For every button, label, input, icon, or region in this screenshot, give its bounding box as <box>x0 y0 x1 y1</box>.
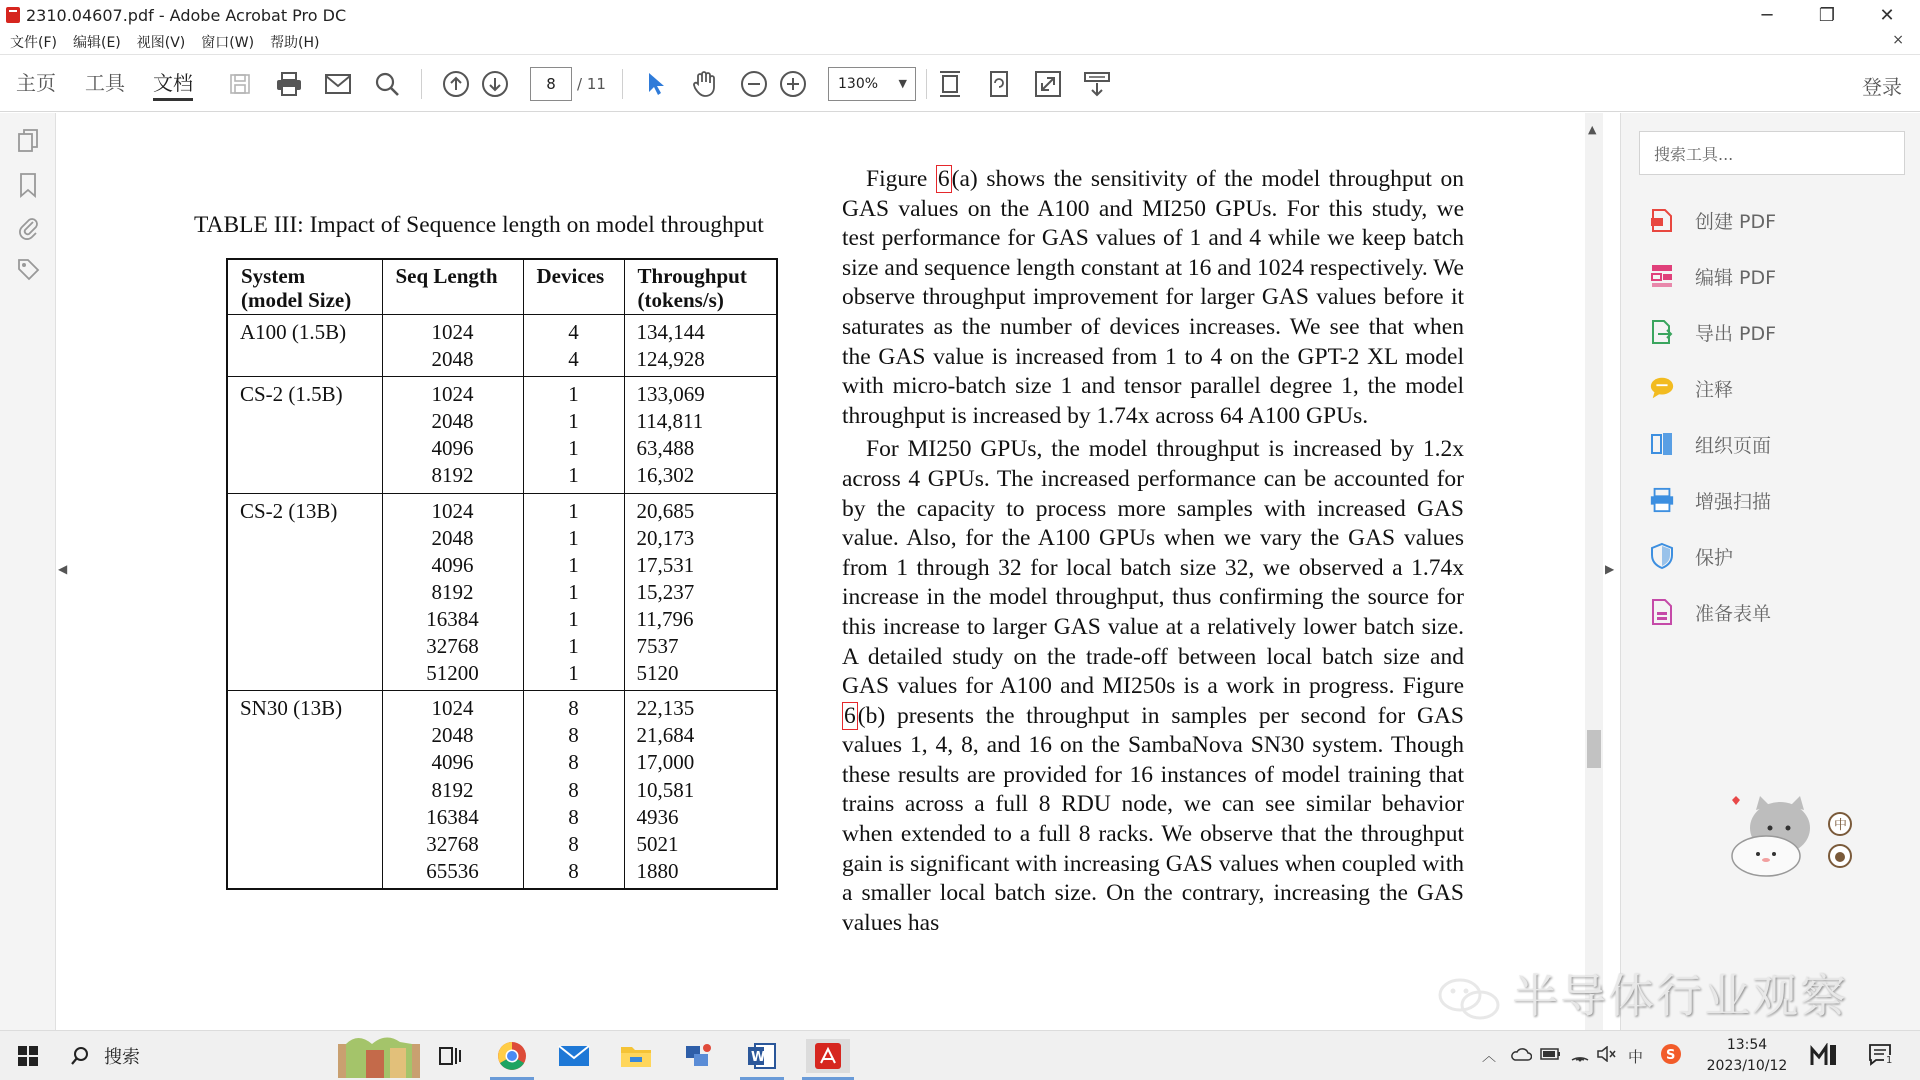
menu-view[interactable]: 视图(V) <box>136 35 186 51</box>
results-table <box>226 258 778 890</box>
zoom-value: 130% <box>838 76 879 92</box>
attachment-icon[interactable] <box>14 213 42 241</box>
organize-pages-icon <box>1649 430 1675 458</box>
svg-text:S: S <box>1666 1048 1676 1063</box>
devices-cell: 1 <box>523 606 624 633</box>
throughput-cell: 20,173 <box>624 525 777 552</box>
header-throughput: Throughput (tokens/s) <box>624 259 777 315</box>
table-group-a100 <box>227 315 777 377</box>
document-page <box>72 113 1585 1030</box>
seq-cell: 32768 <box>382 633 523 660</box>
zoom-in-icon[interactable] <box>778 69 808 99</box>
maximize-button[interactable]: ❐ <box>1818 4 1836 26</box>
throughput-cell: 22,135 <box>624 691 777 723</box>
chevron-down-icon: ▼ <box>898 77 907 90</box>
file-explorer-icon[interactable] <box>618 1039 654 1073</box>
body-text-column <box>842 165 1464 942</box>
seq-cell: 4096 <box>382 749 523 776</box>
seq-cell: 2048 <box>382 408 523 435</box>
title-bar <box>0 0 1920 30</box>
close-document-button[interactable]: × <box>1892 32 1904 48</box>
close-button[interactable]: ✕ <box>1879 4 1895 26</box>
seq-cell: 32768 <box>382 831 523 858</box>
seq-cell: 16384 <box>382 804 523 831</box>
throughput-cell: 21,684 <box>624 722 777 749</box>
zoom-out-icon[interactable] <box>739 69 769 99</box>
clock-date: 2023/10/12 <box>1706 1058 1788 1074</box>
tool-comment[interactable]: 注释 <box>1649 373 1733 403</box>
search-tools-input[interactable]: 搜索工具... <box>1639 131 1905 175</box>
table-row <box>227 493 777 525</box>
figure-reference-link[interactable]: 6 <box>937 166 950 192</box>
windows-taskbar <box>0 1030 1920 1080</box>
throughput-cell: 63,488 <box>624 435 777 462</box>
devices-cell: 1 <box>523 408 624 435</box>
wifi-icon[interactable] <box>1570 1046 1590 1066</box>
paragraph: For MI250 GPUs, the model throughput is increased by 1.2x across 4 GPUs. The increased performance can be accounted for by the capacity to process more samples with increased GAS value. Also, for the A100 GPUs when we vary the GAS values from 1 through 32 for local batch size 32, we observed a 1.74x increase in the model throughput, thus confirming the source for this increase to larger GAS value at a relatively lower batch size. A detailed study on the trade-off between local batch size and GAS values for A100 and MI250s is a work in progress. Figure 6(b) presents the throughput in samples per second for GAS values 1, 4, 8, and 16 on the SambaNova SN30 system. Though these results are provided for 16 instances of model training that trains across a full 8 RDU node, we can see similar behavior when extended to a full 8 racks. We observe that the throughput gain is significant with increasing GAS values when coupled with a smaller local batch size. On the contrary, increasing the GAS values has <box>842 436 1464 936</box>
left-navigation-rail <box>0 113 56 1030</box>
seq-cell: 1024 <box>382 691 523 723</box>
table-header-row <box>227 259 777 315</box>
bookmark-icon[interactable] <box>14 171 42 199</box>
seq-cell: 51200 <box>382 660 523 691</box>
throughput-cell: 124,928 <box>624 346 777 377</box>
battery-icon[interactable] <box>1540 1046 1562 1066</box>
table-row <box>227 377 777 409</box>
export-pdf-icon <box>1649 318 1675 346</box>
seq-cell: 1024 <box>382 315 523 347</box>
scroll-up-icon[interactable]: ▲ <box>1588 123 1597 136</box>
devices-cell: 1 <box>523 493 624 525</box>
page-thumbnails-icon[interactable] <box>14 127 42 155</box>
login-button[interactable]: 登录 <box>1862 75 1902 99</box>
app-tray-icon[interactable] <box>1810 1043 1838 1071</box>
seq-cell: 65536 <box>382 858 523 889</box>
system-cell: CS-2 (1.5B) <box>227 377 382 493</box>
network-app-icon[interactable] <box>680 1039 716 1073</box>
table-row <box>227 315 777 347</box>
task-view-icon[interactable] <box>432 1039 468 1073</box>
scrollbar-thumb[interactable] <box>1587 730 1601 768</box>
throughput-cell: 1880 <box>624 858 777 889</box>
search-highlight-image <box>338 1039 420 1073</box>
system-clock[interactable] <box>1702 1035 1792 1077</box>
devices-cell: 1 <box>523 435 624 462</box>
next-page-icon[interactable] <box>480 69 510 99</box>
minimize-button[interactable]: ─ <box>1761 4 1773 26</box>
devices-cell: 8 <box>523 858 624 889</box>
seq-cell: 8192 <box>382 579 523 606</box>
svg-text:W: W <box>751 1050 766 1065</box>
chrome-icon[interactable] <box>494 1039 530 1073</box>
wechat-icon <box>1436 975 1506 1025</box>
edit-pdf-icon <box>1649 262 1675 290</box>
notification-center-icon[interactable] <box>1868 1043 1894 1071</box>
zoom-select[interactable] <box>828 67 916 101</box>
seq-cell: 8192 <box>382 462 523 493</box>
expand-right-panel-icon[interactable]: ▶ <box>1605 562 1615 576</box>
rotate-view-icon[interactable] <box>984 69 1014 99</box>
hand-tool-icon[interactable] <box>690 69 720 99</box>
toolbar-divider <box>622 69 623 99</box>
tool-create-pdf[interactable]: 创建 PDF <box>1649 205 1776 235</box>
throughput-cell: 16,302 <box>624 462 777 493</box>
throughput-cell: 5021 <box>624 831 777 858</box>
seq-cell: 1024 <box>382 493 523 525</box>
seq-cell: 2048 <box>382 346 523 377</box>
full-screen-icon[interactable] <box>1033 69 1063 99</box>
enhance-scan-icon <box>1649 486 1675 514</box>
devices-cell: 1 <box>523 462 624 493</box>
header-devices: Devices <box>523 259 624 315</box>
table-group-cs2-1-5b <box>227 377 777 493</box>
tool-export-pdf[interactable]: 导出 PDF <box>1649 317 1776 347</box>
collapse-left-panel-icon[interactable]: ◀ <box>58 562 68 576</box>
main-toolbar <box>0 54 1920 112</box>
throughput-cell: 5120 <box>624 660 777 691</box>
seq-cell: 16384 <box>382 606 523 633</box>
devices-cell: 8 <box>523 777 624 804</box>
taskbar-search-box[interactable] <box>70 1039 340 1073</box>
page-total: / 11 <box>577 75 606 93</box>
select-cursor-icon[interactable] <box>641 69 671 99</box>
window-title: 2310.04607.pdf - Adobe Acrobat Pro DC <box>26 5 347 25</box>
tool-prepare-form[interactable]: 准备表单 <box>1649 597 1771 627</box>
system-cell: CS-2 (13B) <box>227 493 382 691</box>
clock-time: 13:54 <box>1726 1037 1768 1053</box>
header-seq-length: Seq Length <box>382 259 523 315</box>
table-caption: TABLE III: Impact of Sequence length on model throughput <box>194 212 764 238</box>
throughput-cell: 134,144 <box>624 315 777 347</box>
throughput-cell: 133,069 <box>624 377 777 409</box>
throughput-cell: 10,581 <box>624 777 777 804</box>
seq-cell: 2048 <box>382 722 523 749</box>
tab-home[interactable]: 主页 <box>16 71 56 95</box>
acrobat-app-icon <box>6 7 20 23</box>
tag-icon[interactable] <box>14 255 42 283</box>
menu-help[interactable]: 帮助(H) <box>270 35 320 51</box>
seq-cell: 4096 <box>382 435 523 462</box>
tool-enhance-scans[interactable]: 增强扫描 <box>1649 485 1771 515</box>
svg-text:中: 中 <box>1834 818 1848 833</box>
scroll-mode-icon[interactable] <box>935 69 965 99</box>
devices-cell: 8 <box>523 722 624 749</box>
vertical-scrollbar[interactable] <box>1585 113 1603 1030</box>
throughput-cell: 17,000 <box>624 749 777 776</box>
cat-sticker-decoration <box>1718 778 1858 888</box>
devices-cell: 8 <box>523 831 624 858</box>
table-group-cs2-13b <box>227 493 777 691</box>
devices-cell: 1 <box>523 525 624 552</box>
menu-file[interactable]: 文件(F) <box>10 35 57 51</box>
seq-cell: 8192 <box>382 777 523 804</box>
throughput-cell: 7537 <box>624 633 777 660</box>
system-cell: A100 (1.5B) <box>227 315 382 377</box>
seq-cell: 2048 <box>382 525 523 552</box>
volume-muted-icon[interactable] <box>1596 1046 1616 1066</box>
throughput-cell: 17,531 <box>624 552 777 579</box>
menu-window[interactable]: 窗口(W) <box>201 35 255 51</box>
tab-document[interactable]: 文档 <box>153 67 193 101</box>
prepare-form-icon <box>1649 598 1675 626</box>
devices-cell: 4 <box>523 346 624 377</box>
print-icon[interactable] <box>274 69 304 99</box>
devices-cell: 1 <box>523 633 624 660</box>
search-icon <box>70 1046 90 1066</box>
menu-edit[interactable]: 编辑(E) <box>72 35 121 51</box>
page-number-input[interactable]: 8 <box>530 67 572 101</box>
table-group-sn30 <box>227 691 777 889</box>
throughput-cell: 15,237 <box>624 579 777 606</box>
seq-cell: 4096 <box>382 552 523 579</box>
save-icon[interactable] <box>225 69 255 99</box>
throughput-cell: 114,811 <box>624 408 777 435</box>
watermark: 半导体行业观察 <box>1436 960 1848 1026</box>
toolbar-divider <box>421 69 422 99</box>
devices-cell: 8 <box>523 749 624 776</box>
devices-cell: 1 <box>523 552 624 579</box>
seq-cell: 1024 <box>382 377 523 409</box>
throughput-cell: 11,796 <box>624 606 777 633</box>
tool-edit-pdf[interactable]: 编辑 PDF <box>1649 261 1776 291</box>
windows-start-icon[interactable] <box>10 1039 46 1073</box>
header-system: System (model Size) <box>227 259 382 315</box>
devices-cell: 1 <box>523 377 624 409</box>
devices-cell: 8 <box>523 691 624 723</box>
throughput-cell: 20,685 <box>624 493 777 525</box>
tool-organize-pages[interactable]: 组织页面 <box>1649 429 1771 459</box>
paragraph: Figure 6(a) shows the sensitivity of the model throughput on GAS values on the A100 and MI250 GPUs. For this study, we test performance for GAS values of 1 and 4 while we keep batch size and sequence length constant at 16 and 1024 respectively. We observe throughput improvement for larger GAS values before it saturates as the number of devices increases. We see that when the GAS value is increased from 1 to 4 on the GPT-2 XL model with micro-batch size 1 and tensor parallel degree 1, the model throughput is increased by 1.74x across 64 A100 GPUs. <box>842 166 1464 429</box>
table-row <box>227 691 777 723</box>
read-mode-icon[interactable] <box>1082 69 1112 99</box>
devices-cell: 1 <box>523 579 624 606</box>
sogou-input-icon[interactable] <box>1660 1043 1682 1069</box>
system-cell: SN30 (13B) <box>227 691 382 889</box>
throughput-cell: 4936 <box>624 804 777 831</box>
acrobat-taskbar-icon[interactable] <box>806 1039 850 1073</box>
comment-icon <box>1649 374 1675 402</box>
mail-icon[interactable] <box>556 1039 592 1073</box>
tools-panel <box>1620 113 1920 1030</box>
tab-tools[interactable]: 工具 <box>85 71 125 95</box>
onedrive-icon[interactable] <box>1510 1046 1532 1066</box>
show-hidden-icons-chevron-icon[interactable]: ︿ <box>1482 1049 1496 1065</box>
devices-cell: 8 <box>523 804 624 831</box>
email-icon[interactable] <box>323 69 353 99</box>
protect-icon <box>1649 542 1675 570</box>
toolbar-divider <box>926 69 927 99</box>
figure-reference-link[interactable]: 6 <box>844 702 856 729</box>
ime-indicator[interactable]: 中 <box>1628 1048 1644 1066</box>
create-pdf-icon <box>1649 206 1675 234</box>
tool-protect[interactable]: 保护 <box>1649 541 1733 571</box>
search-icon[interactable] <box>372 69 402 99</box>
devices-cell: 4 <box>523 315 624 347</box>
devices-cell: 1 <box>523 660 624 691</box>
word-icon[interactable] <box>744 1039 780 1073</box>
taskbar-search-label: 搜索 <box>104 1047 140 1068</box>
notification-count-badge: 1 <box>1886 1055 1893 1066</box>
previous-page-icon[interactable] <box>441 69 471 99</box>
menu-bar <box>0 30 1920 54</box>
